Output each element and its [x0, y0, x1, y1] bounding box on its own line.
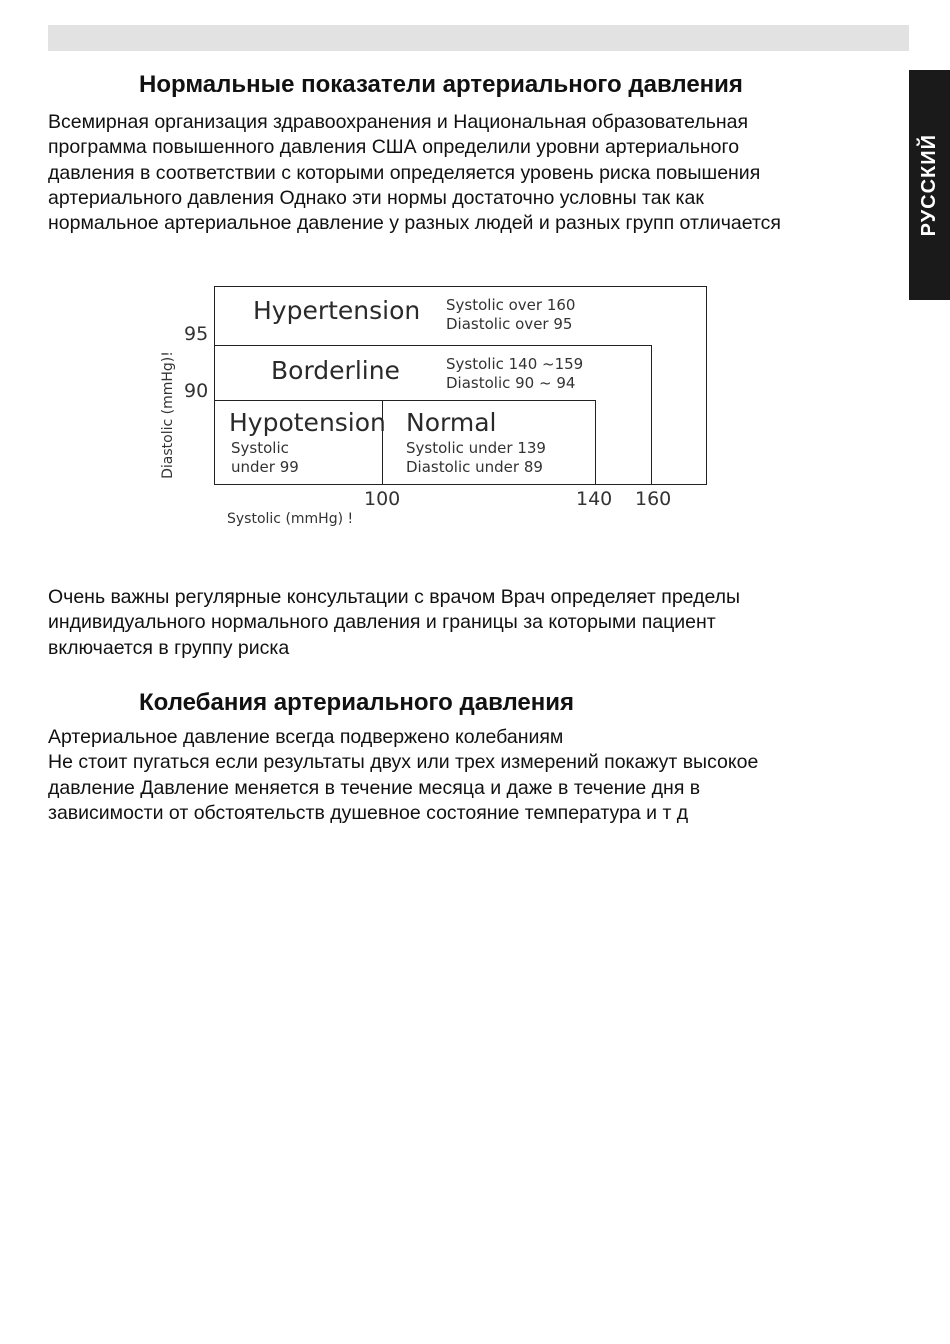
zone-desc-line: Systolic over 160: [446, 296, 576, 314]
zone-desc-line: Diastolic over 95: [446, 315, 573, 333]
section-heading-normal-pressure: Нормальные показатели артериального давления: [139, 71, 743, 98]
zone-desc-line: Systolic 140 ~159: [446, 355, 584, 373]
paragraph-line: программа повышенного давления США определили уровни артериального: [48, 136, 740, 159]
paragraph-line: Очень важны регулярные консультации с врачом Врач определяет пределы: [48, 586, 741, 608]
zone-label-borderline: Borderline: [271, 356, 400, 385]
zone-desc-hypertension: [446, 296, 575, 334]
zone-label-hypertension: Hypertension: [253, 296, 421, 325]
language-tab[interactable]: [909, 70, 950, 300]
section-heading-fluctuations: Колебания артериального давления: [139, 689, 575, 716]
zone-label-hypotension: Hypotension: [229, 408, 386, 437]
zone-desc-line: under 99: [231, 458, 299, 476]
x-tick-label: 160: [635, 488, 672, 510]
zone-desc-line: Diastolic 90 ~ 94: [446, 374, 576, 392]
x-tick-label: 140: [576, 488, 613, 510]
zone-desc-hypotension: [231, 439, 299, 477]
paragraph-line: включается в группу риска: [48, 636, 290, 659]
zone-label-normal: Normal: [406, 408, 497, 437]
consultation-paragraph: [48, 585, 740, 661]
paragraph-line: Всемирная организация здравоохранения и Национальная образовательная: [48, 111, 749, 133]
zone-desc-borderline: [446, 355, 583, 393]
language-tab-label: РУССКИЙ: [918, 134, 940, 237]
paragraph-line: давления в соответствии с которыми определяется уровень риска повышения: [48, 161, 761, 184]
zone-desc-line: Diastolic under 89: [406, 458, 543, 476]
x-tick-label: 100: [364, 488, 401, 510]
zone-desc-line: Systolic under 139: [406, 439, 546, 457]
intro-paragraph: [48, 110, 781, 236]
paragraph-line: индивидуального нормального давления и границы за которыми пациент: [48, 611, 716, 634]
paragraph-line: нормальное артериальное давление у разных людей и разных групп отличается: [48, 212, 781, 235]
paragraph-line: Не стоит пугаться если результаты двух или трех измерений покажут высокое: [48, 751, 759, 774]
paragraph-line: артериального давления Однако эти нормы достаточно условны так как: [48, 186, 704, 209]
y-tick-label: 90: [184, 380, 209, 402]
zone-desc-normal: [406, 439, 546, 477]
paragraph-line: давление Давление меняется в течение месяца и даже в течение дня в: [48, 776, 701, 799]
y-tick-label: 95: [184, 323, 209, 345]
paragraph-line: Артериальное давление всегда подвержено колебаниям: [48, 726, 564, 748]
header-bar: [48, 25, 909, 51]
fluctuations-paragraph: [48, 725, 758, 826]
x-axis-label: Systolic (mmHg) !: [227, 511, 354, 527]
paragraph-line: зависимости от обстоятельств душевное состояние температура и т д: [48, 801, 689, 824]
zone-desc-line: Systolic: [231, 439, 289, 457]
y-axis-label: Diastolic (mmHg)!: [160, 351, 176, 479]
